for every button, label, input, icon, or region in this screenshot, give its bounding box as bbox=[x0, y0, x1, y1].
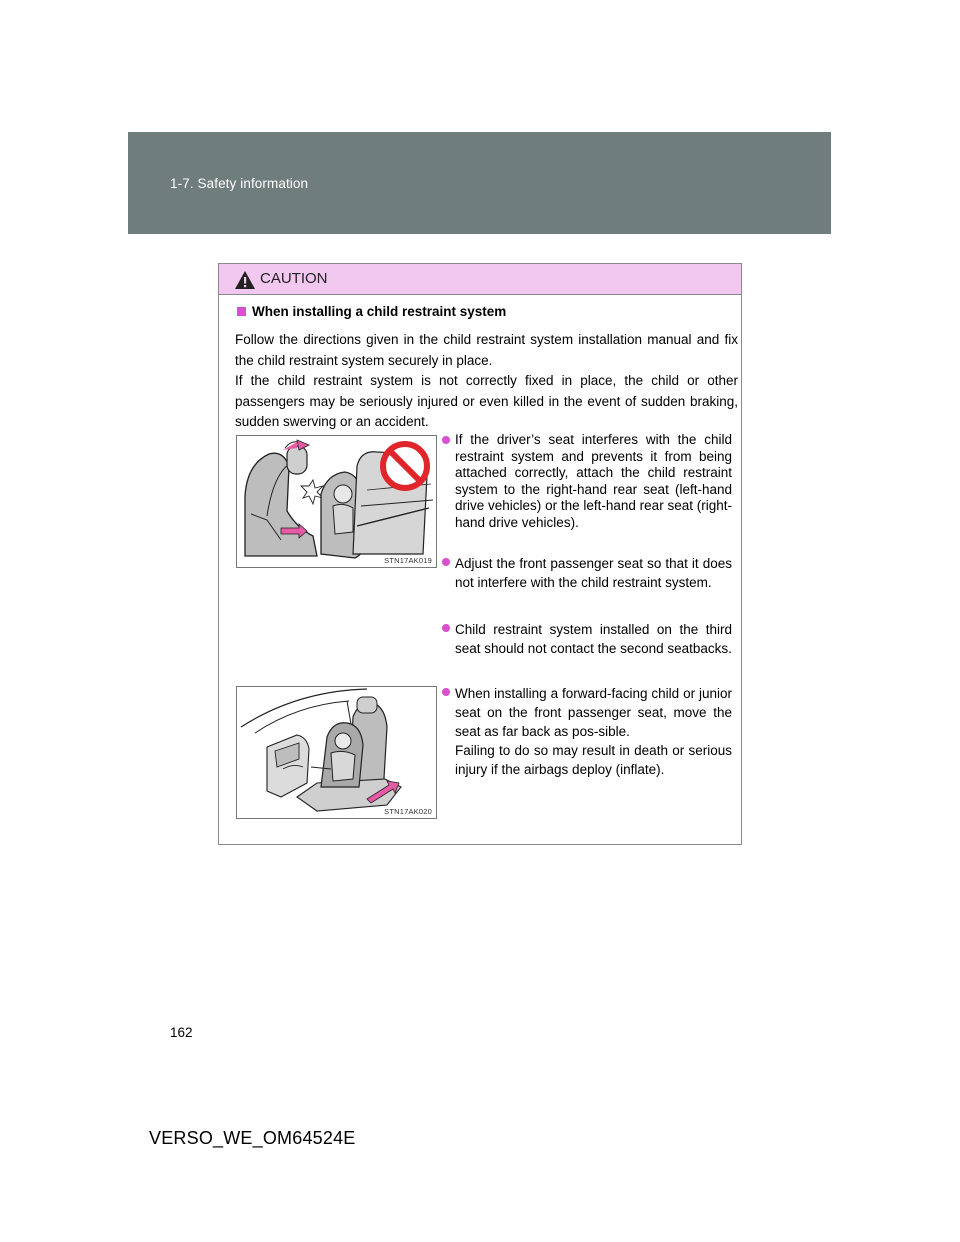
page-number: 162 bbox=[170, 1025, 193, 1040]
bullet-text: When installing a forward-facing child or junior seat on the front passenger seat, move the seat as far back as pos-sible. bbox=[455, 686, 732, 739]
caution-label: CAUTION bbox=[260, 270, 328, 287]
prohibited-sign-icon bbox=[383, 444, 427, 488]
figure-code: STN17AK020 bbox=[384, 807, 432, 816]
paragraph: Follow the directions given in the child restraint system installation manual and fix the child restraint system securely in place. bbox=[235, 332, 738, 368]
bullet-item bbox=[455, 620, 732, 658]
bullet-item bbox=[455, 554, 732, 592]
bullet-text: Failing to do so may result in death or serious injury if the airbags deploy (inflate). bbox=[455, 743, 732, 777]
bullet-text: Child restraint system installed on the third seat should not contact the second seatbacks. bbox=[455, 622, 732, 656]
warning-triangle-icon bbox=[234, 270, 256, 290]
bullet-item bbox=[455, 684, 732, 779]
figure-code: STN17AK019 bbox=[384, 556, 432, 565]
bullet-dot-icon bbox=[442, 688, 450, 696]
square-bullet-icon bbox=[237, 307, 246, 316]
bullet-text: If the driver’s seat interferes with the child restraint system and prevents it from being attached correctly, attach the child restraint system to the right-hand rear seat (left-hand drive vehicles) or the left-hand rear seat (right-hand drive vehicles). bbox=[455, 432, 732, 530]
intro-text bbox=[235, 330, 738, 433]
caution-box bbox=[218, 263, 742, 845]
figure-forward-facing-seat bbox=[236, 686, 437, 819]
seat-illustration bbox=[237, 687, 436, 818]
caution-header bbox=[219, 264, 741, 295]
paragraph: If the child restraint system is not correctly fixed in place, the child or other passengers may be seriously injured or even killed in the event of sudden braking, sudden swerving or an accident. bbox=[235, 373, 738, 429]
bullet-dot-icon bbox=[442, 558, 450, 566]
bullet-dot-icon bbox=[442, 436, 450, 444]
bullet-text: Adjust the front passenger seat so that it does not interfere with the child restraint system. bbox=[455, 556, 732, 590]
bullet-item bbox=[455, 432, 732, 531]
document-code: VERSO_WE_OM64524E bbox=[149, 1128, 356, 1148]
caution-subheading bbox=[237, 304, 506, 319]
figure-driver-seat-interference bbox=[236, 435, 437, 568]
seat-illustration bbox=[237, 436, 436, 567]
section-title: 1-7. Safety information bbox=[170, 176, 309, 191]
subheading-text: When installing a child restraint system bbox=[252, 304, 507, 319]
bullet-dot-icon bbox=[442, 624, 450, 632]
